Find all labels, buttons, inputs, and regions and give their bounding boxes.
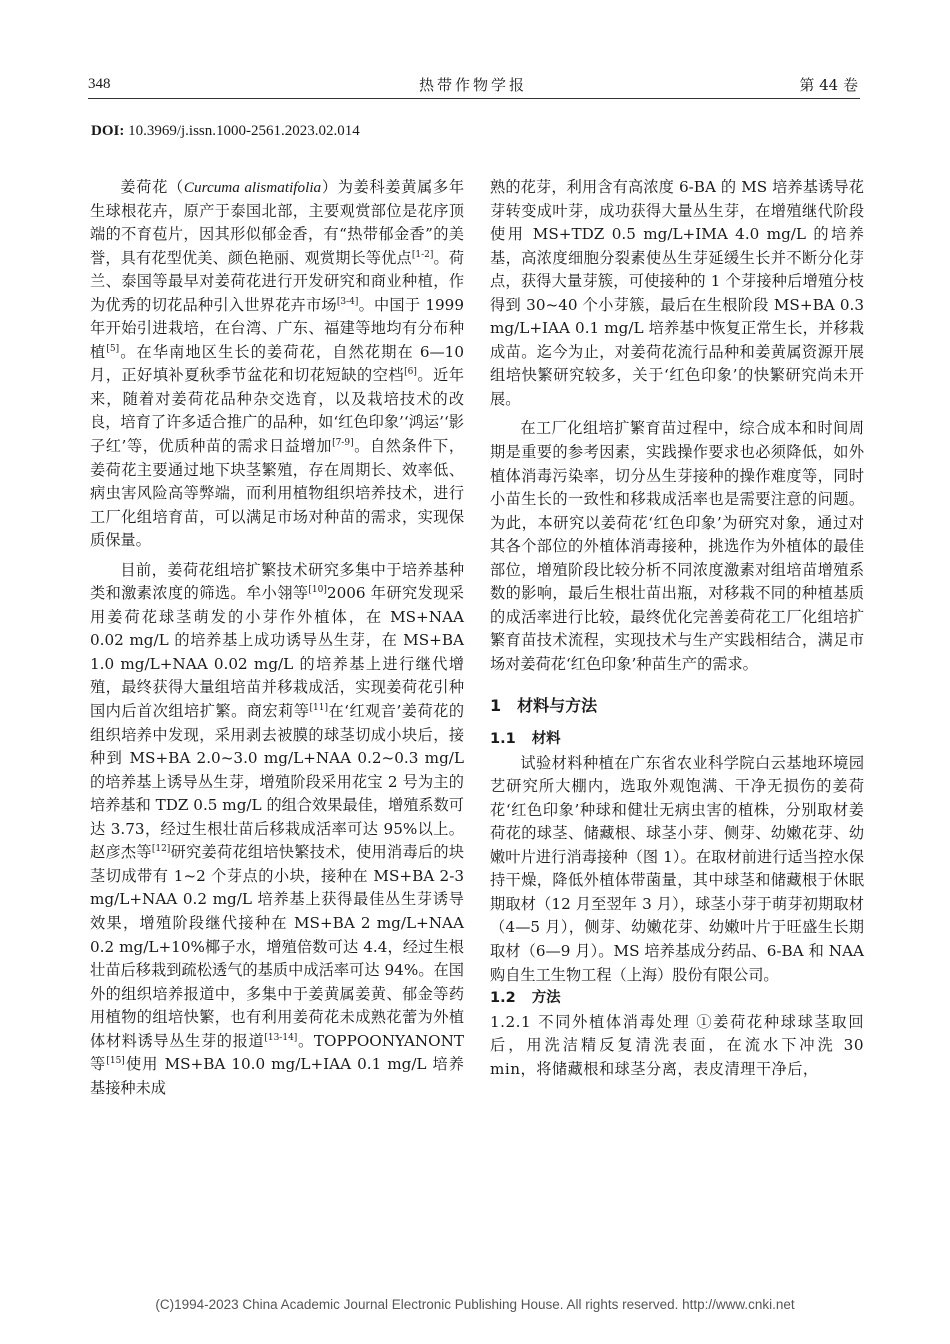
intro-paragraph-1: 姜荷花（Curcuma alismatifolia）为姜科姜黄属多年生球根花卉，原产于泰国北部，主要观赏部位是花序顶端的不育苞片，因其形似郁金香，有“热带郁金香”的美誉，具有花型优美、颜色艳丽、观赏期长等优点[1-2]。荷兰、泰国等最早对姜荷花进行开发研究和商业种植，作为优秀的切花品种引入世界花卉市场[3-4]。中国于 1999 年开始引进栽培，在台湾、广东、福建等地均有分布种植[5]。在华南地区生长的姜荷花，自然花期在 6—10 月，正好填补夏秋季节盆花和切花短缺的空档[6]。近年来，随着对姜荷花品种杂交选育，以及栽培技术的改良，培育了许多适合推广的品种，如‘红色印象’‘鸿运’‘影子红’等，优质种苗的需求日益增加[7-9]。自然条件下，姜荷花主要通过地下块茎繁殖，存在周期长、效率低、病虫害风险高等弊端，而利用植物组织培养技术，进行工厂化组培育苗，可以满足市场对种苗的需求，实现保质保量。 [90, 178, 465, 550]
citation-ref[interactable]: [12] [151, 844, 171, 855]
citation-ref[interactable]: [1-2] [411, 249, 434, 260]
materials-paragraph: 试验材料种植在广东省农业科学院白云基地环境园艺研究所大棚内，选取外观饱满、干净无损伤的姜荷花‘红色印象’种球和健壮无病虫害的植株，分别取材姜荷花的球茎、储藏根、球茎小芽、侧芽、幼嫩花芽、幼嫩叶片进行消毒接种（图 1）。在取材前进行适当控水保持干燥，降低外植体带菌量，其中球茎和储藏根于休眠期取材（12 月至翌年 3 月），球茎小芽于萌芽初期取材（4—5 月），侧芽、幼嫩花芽、幼嫩叶片于旺盛生长期取材（6—9 月）。MS 培养基成分药品、6-BA 和 NAA 购自生工生物工程（上海）股份有限公司。 [490, 753, 864, 984]
citation-ref[interactable]: [11] [309, 703, 328, 714]
subsection-heading-1-2: 1.2 方法 [490, 990, 561, 1007]
journal-title: 热带作物学报 [418, 76, 527, 94]
latin-name: Curcuma alismatifolia [183, 179, 322, 196]
intro-paragraph-3: 在工厂化组培扩繁育苗过程中，综合成本和时间周期是重要的参考因素，实践操作要求也必须降低，如外植体消毒污染率，切分丛生芽接种的操作难度等，同时小苗生长的一致性和移栽成活率也是需要注意的问题。为此，本研究以姜荷花‘红色印象’为研究对象，通过对其各个部位的外植体消毒接种，挑选作为外植体的最佳部位，增殖阶段比较分析不同浓度激素对组培苗增殖系数的影响，最后生根壮苗出瓶，对移栽不同的种植基质的成活率进行比较，最终优化完善姜荷花工厂化组培扩繁育苗技术流程，实现技术与生产实践相结合，满足市场对姜荷花‘红色印象’种苗生产的需求。 [490, 419, 864, 673]
citation-ref[interactable]: [3-4] [336, 296, 359, 307]
citation-ref[interactable]: [5] [106, 343, 120, 354]
subsection-heading-1-1: 1.1 材料 [490, 731, 561, 748]
citation-ref[interactable]: [13-14] [264, 1032, 298, 1043]
header-rule [88, 98, 860, 99]
page-number: 348 [88, 76, 111, 92]
copyright-footer: (C)1994-2023 China Academic Journal Electronic Publishing House. All rights reserved. http://www.cnki.net [155, 1297, 795, 1312]
citation-ref[interactable]: [15] [106, 1056, 125, 1067]
intro-paragraph-continued: 熟的花芽，利用含有高浓度 6-BA 的 MS 培养基诱导花芽转变成叶芽，成功获得大量丛生芽，在增殖继代阶段使用 MS+TDZ 0.5 mg/L+IMA 4.0 mg/L 的培养基，高浓度细胞分裂素使丛生芽延缓生长并不断分化芽点，获得大量芽簇，可使接种的 1 个芽接种后增殖分枝得到 30~40 个小芽簇，最后在生根阶段 MS+BA 0.3 mg/L+IAA 0.1 mg/L 培养基中恢复正常生长，并移栽成苗。迄今为止，对姜荷花流行品种和姜黄属资源开展组培快繁研究较多，关于‘红色印象’的快繁研究尚未开展。 [490, 178, 864, 408]
page-header [88, 66, 858, 94]
citation-ref[interactable]: [6] [404, 367, 417, 378]
doi-line [91, 123, 360, 140]
section-heading-1: 1 材料与方法 [490, 696, 598, 716]
left-column [90, 176, 464, 1100]
citation-ref[interactable]: [7-9] [332, 438, 354, 449]
citation-ref[interactable]: [10] [308, 585, 327, 596]
doi-label: DOI: [91, 123, 125, 139]
doi-value[interactable]: 10.3969/j.issn.1000-2561.2023.02.014 [124, 123, 360, 139]
volume-label: 第 44 卷 [799, 76, 858, 94]
intro-paragraph-2: 目前，姜荷花组培扩繁技术研究多集中于培养基种类和激素浓度的筛选。牟小翎等[10]2006 年研究发现采用姜荷花球茎萌发的小芽作外植体，在 MS+NAA 0.02 mg/L 的培养基上成功诱导丛生芽，在 MS+BA 1.0 mg/L+NAA 0.02 mg/L 的培养基上进行继代增殖，最终获得大量组培苗并移栽成活，实现姜荷花引种国内后首次组培扩繁。商宏莉等[11]在‘红观音’姜荷花的组织培养中发现，采用剥去被膜的球茎切成小块后，接种到 MS+BA 2.0~3.0 mg/L+NAA 0.2~0.3 mg/L 的培养基上诱导丛生芽，增殖阶段采用花宝 2 号为主的培养基和 TDZ 0.5 mg/L 的组合效果最佳，增殖系数可达 3.73，经过生根壮苗后移栽成活率可达 95%以上。赵彦杰等[12]研究姜荷花组培快繁技术，使用消毒后的块茎切成带有 1~2 个芽点的小块，接种在 MS+BA 2-3 mg/L+NAA 0.2 mg/L 培养基上获得最佳丛生芽诱导效果，增殖阶段继代接种在 MS+BA 2 mg/L+NAA 0.2 mg/L+10%椰子水，增殖倍数可达 4.4，经过生根壮苗后移栽到疏松透气的基质中成活率可达 94%。在国外的组织培养报道中，多集中于姜黄属姜黄、郁金等药用植物的组培快繁，也有利用姜荷花未成熟花蕾为外植体材料诱导丛生芽的报道[13-14]。TOPPOONYANONT 等[15]使用 MS+BA 10.0 mg/L+IAA 0.1 mg/L 培养基接种未成 [90, 560, 465, 1097]
right-column [490, 176, 864, 1081]
subsubsection-1-2-1: 1.2.1 不同外植体消毒处理 ①姜荷花种球球茎取回后，用洗洁精反复清洗表面，在流水下冲洗 30 min，将储藏根和球茎分离，表皮清理干净后， [490, 1012, 865, 1078]
